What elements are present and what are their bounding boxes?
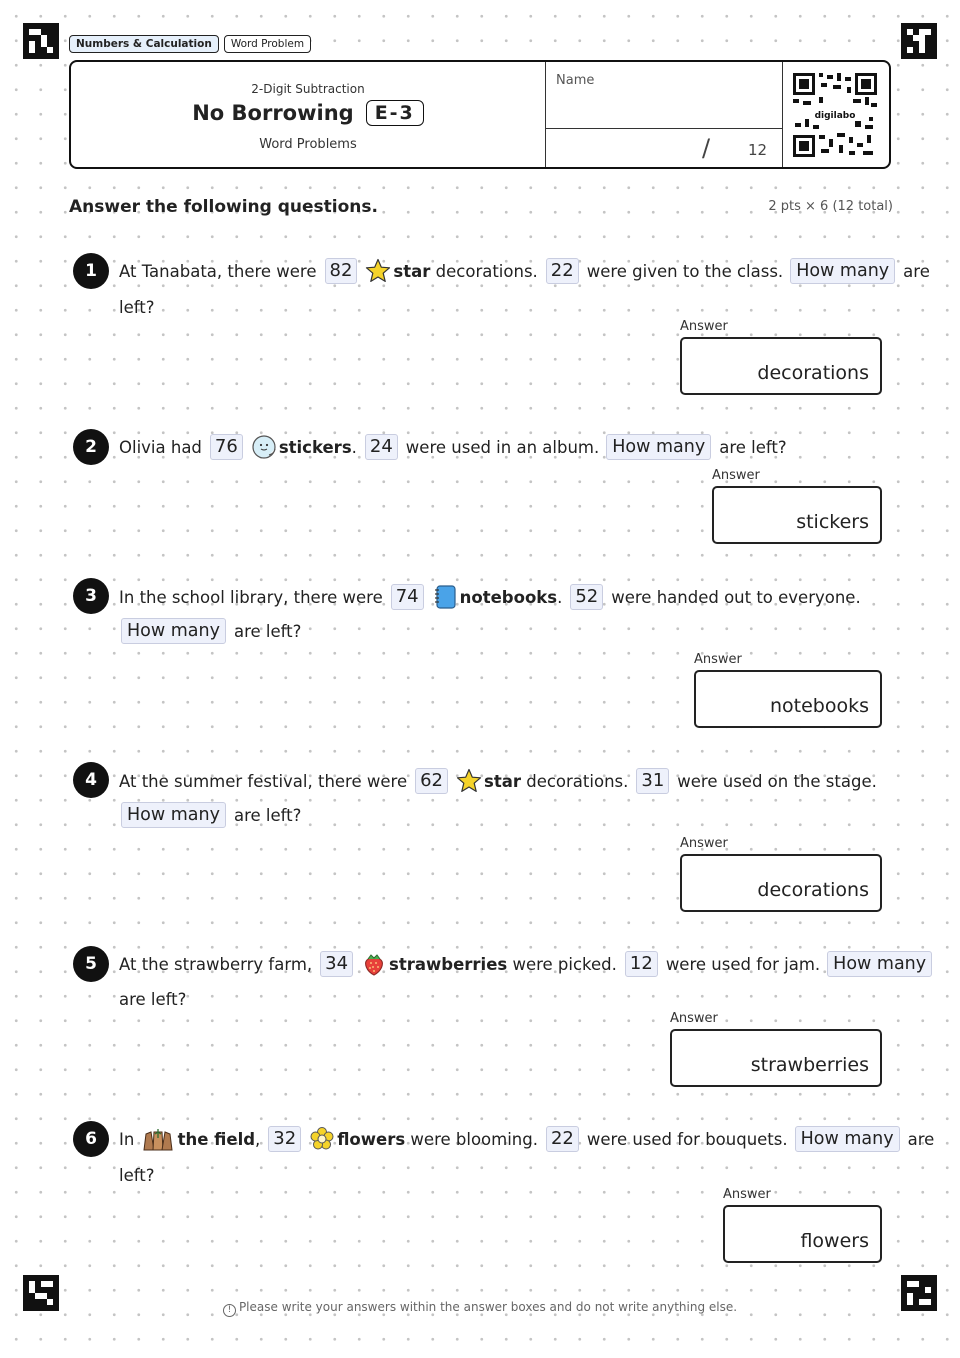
how-many-box: How many bbox=[121, 618, 226, 644]
question-5-line-1 bbox=[119, 947, 940, 981]
question-text: are left? bbox=[119, 989, 187, 1009]
question-text: At Tanabata, there were bbox=[119, 261, 317, 281]
question-text: left? bbox=[119, 297, 155, 317]
used-number: 31 bbox=[636, 768, 669, 794]
question-text: were blooming. bbox=[410, 1129, 538, 1149]
question-text: were handed out to everyone. bbox=[611, 587, 861, 607]
answer-unit: flowers bbox=[800, 1230, 869, 1252]
answer-box-3[interactable] bbox=[694, 670, 882, 728]
place-word: the field bbox=[177, 1129, 256, 1149]
footer-note bbox=[0, 1300, 960, 1317]
answer-label: Answer bbox=[670, 1011, 718, 1026]
type-tag: Word Problem bbox=[224, 35, 311, 53]
question-text: , bbox=[255, 1129, 261, 1149]
answer-box-4[interactable] bbox=[680, 854, 882, 912]
flower-icon bbox=[309, 1126, 335, 1152]
points-note: 2 pts × 6 (12 total) bbox=[768, 199, 893, 214]
category-tags bbox=[69, 35, 311, 53]
question-5-line-2 bbox=[119, 982, 186, 1016]
answer-label: Answer bbox=[680, 836, 728, 851]
given-number: 34 bbox=[320, 951, 353, 977]
item-word: strawberries bbox=[389, 954, 508, 974]
topic-subtitle: 2-Digit Subtraction bbox=[251, 82, 365, 96]
how-many-box: How many bbox=[790, 258, 895, 284]
instruction-text: Answer the following questions. bbox=[69, 197, 378, 217]
question-text: are left? bbox=[233, 621, 302, 641]
qr-logo-text: digilabo bbox=[814, 111, 856, 121]
given-number: 74 bbox=[391, 584, 424, 610]
worksheet-header bbox=[69, 60, 891, 169]
question-text: At the summer festival, there were bbox=[119, 771, 408, 791]
level-badge: E-3 bbox=[366, 100, 424, 126]
item-word: flowers bbox=[337, 1129, 406, 1149]
answer-box-5[interactable] bbox=[670, 1029, 882, 1087]
answer-unit: stickers bbox=[796, 511, 869, 533]
given-number: 76 bbox=[210, 434, 243, 460]
answer-label: Answer bbox=[723, 1187, 771, 1202]
notebook-icon bbox=[432, 584, 458, 610]
how-many-box: How many bbox=[795, 1126, 900, 1152]
title-row bbox=[71, 100, 545, 126]
question-text: . bbox=[351, 437, 357, 457]
given-number: 62 bbox=[415, 768, 448, 794]
question-text: were given to the class. bbox=[586, 261, 784, 281]
question-text: In bbox=[119, 1129, 135, 1149]
star-icon bbox=[456, 768, 482, 794]
given-number: 82 bbox=[325, 258, 358, 284]
item-word: star bbox=[484, 771, 521, 791]
used-number: 22 bbox=[546, 1126, 579, 1152]
footer-text: Please write your answers within the answer boxes and do not write anything else. bbox=[238, 1300, 738, 1314]
answer-box-2[interactable] bbox=[712, 486, 882, 544]
used-number: 22 bbox=[546, 258, 579, 284]
answer-unit: decorations bbox=[757, 879, 869, 901]
page-title: No Borrowing bbox=[192, 101, 354, 125]
answer-label: Answer bbox=[694, 652, 742, 667]
category-tag: Numbers & Calculation bbox=[69, 35, 219, 53]
question-text: are bbox=[907, 1129, 935, 1149]
question-6-line-2 bbox=[119, 1158, 154, 1192]
given-number: 32 bbox=[268, 1126, 301, 1152]
corner-marker-top-right bbox=[901, 23, 937, 59]
question-number-1: 1 bbox=[73, 253, 109, 289]
field-icon bbox=[140, 1126, 176, 1152]
sticker-icon bbox=[251, 434, 277, 460]
question-4-line-2 bbox=[119, 798, 301, 832]
question-text: decorations. bbox=[526, 771, 629, 791]
title-area bbox=[71, 62, 545, 167]
question-text: are bbox=[903, 261, 930, 281]
question-text: left? bbox=[119, 1165, 155, 1185]
how-many-box: How many bbox=[827, 951, 932, 977]
how-many-box: How many bbox=[121, 802, 226, 828]
question-text: Olivia had bbox=[119, 437, 202, 457]
name-score-area bbox=[545, 62, 783, 167]
name-label: Name bbox=[556, 73, 595, 88]
answer-box-1[interactable] bbox=[680, 337, 882, 395]
used-number: 12 bbox=[625, 951, 658, 977]
question-number-4: 4 bbox=[73, 762, 109, 798]
answer-label: Answer bbox=[712, 468, 760, 483]
item-word: stickers bbox=[278, 437, 352, 457]
name-divider bbox=[546, 128, 782, 129]
answer-unit: strawberries bbox=[750, 1054, 869, 1076]
info-icon: ! bbox=[223, 1304, 236, 1317]
question-text: were used in an album. bbox=[405, 437, 600, 457]
answer-unit: decorations bbox=[757, 362, 869, 384]
question-4-line-1 bbox=[119, 764, 877, 798]
question-text: were picked. bbox=[512, 954, 617, 974]
question-number-2: 2 bbox=[73, 429, 109, 465]
used-number: 52 bbox=[570, 584, 603, 610]
section-subtitle: Word Problems bbox=[259, 137, 357, 152]
used-number: 24 bbox=[365, 434, 398, 460]
question-text: were used for bouquets. bbox=[586, 1129, 788, 1149]
question-text: are left? bbox=[233, 805, 302, 825]
question-1-line-2 bbox=[119, 290, 154, 324]
question-text: were used for jam. bbox=[665, 954, 821, 974]
answer-label: Answer bbox=[680, 319, 728, 334]
answer-box-6[interactable] bbox=[723, 1205, 882, 1263]
strawberry-icon bbox=[361, 951, 387, 977]
question-1-line-1 bbox=[119, 254, 930, 288]
item-word: notebooks bbox=[459, 587, 558, 607]
score-slash: / bbox=[702, 134, 711, 162]
question-number-6: 6 bbox=[73, 1121, 109, 1157]
question-3-line-2 bbox=[119, 614, 301, 648]
question-3-line-1 bbox=[119, 580, 861, 614]
question-text: decorations. bbox=[435, 261, 538, 281]
qr-code bbox=[793, 73, 877, 157]
question-text: are left? bbox=[719, 437, 787, 457]
item-word: star bbox=[393, 261, 431, 281]
question-number-5: 5 bbox=[73, 946, 109, 982]
question-number-3: 3 bbox=[73, 578, 109, 614]
how-many-box: How many bbox=[606, 434, 711, 460]
question-text: In the school library, there were bbox=[119, 587, 383, 607]
answer-unit: notebooks bbox=[769, 695, 869, 717]
question-text: At the strawberry farm, bbox=[119, 954, 313, 974]
score-total: 12 bbox=[748, 141, 768, 159]
corner-marker-top-left bbox=[23, 23, 59, 59]
question-6-line-1 bbox=[119, 1122, 934, 1156]
question-2-line-1 bbox=[119, 430, 787, 464]
question-text: were used on the stage. bbox=[677, 771, 877, 791]
question-text: . bbox=[557, 587, 563, 607]
star-icon bbox=[365, 258, 391, 284]
